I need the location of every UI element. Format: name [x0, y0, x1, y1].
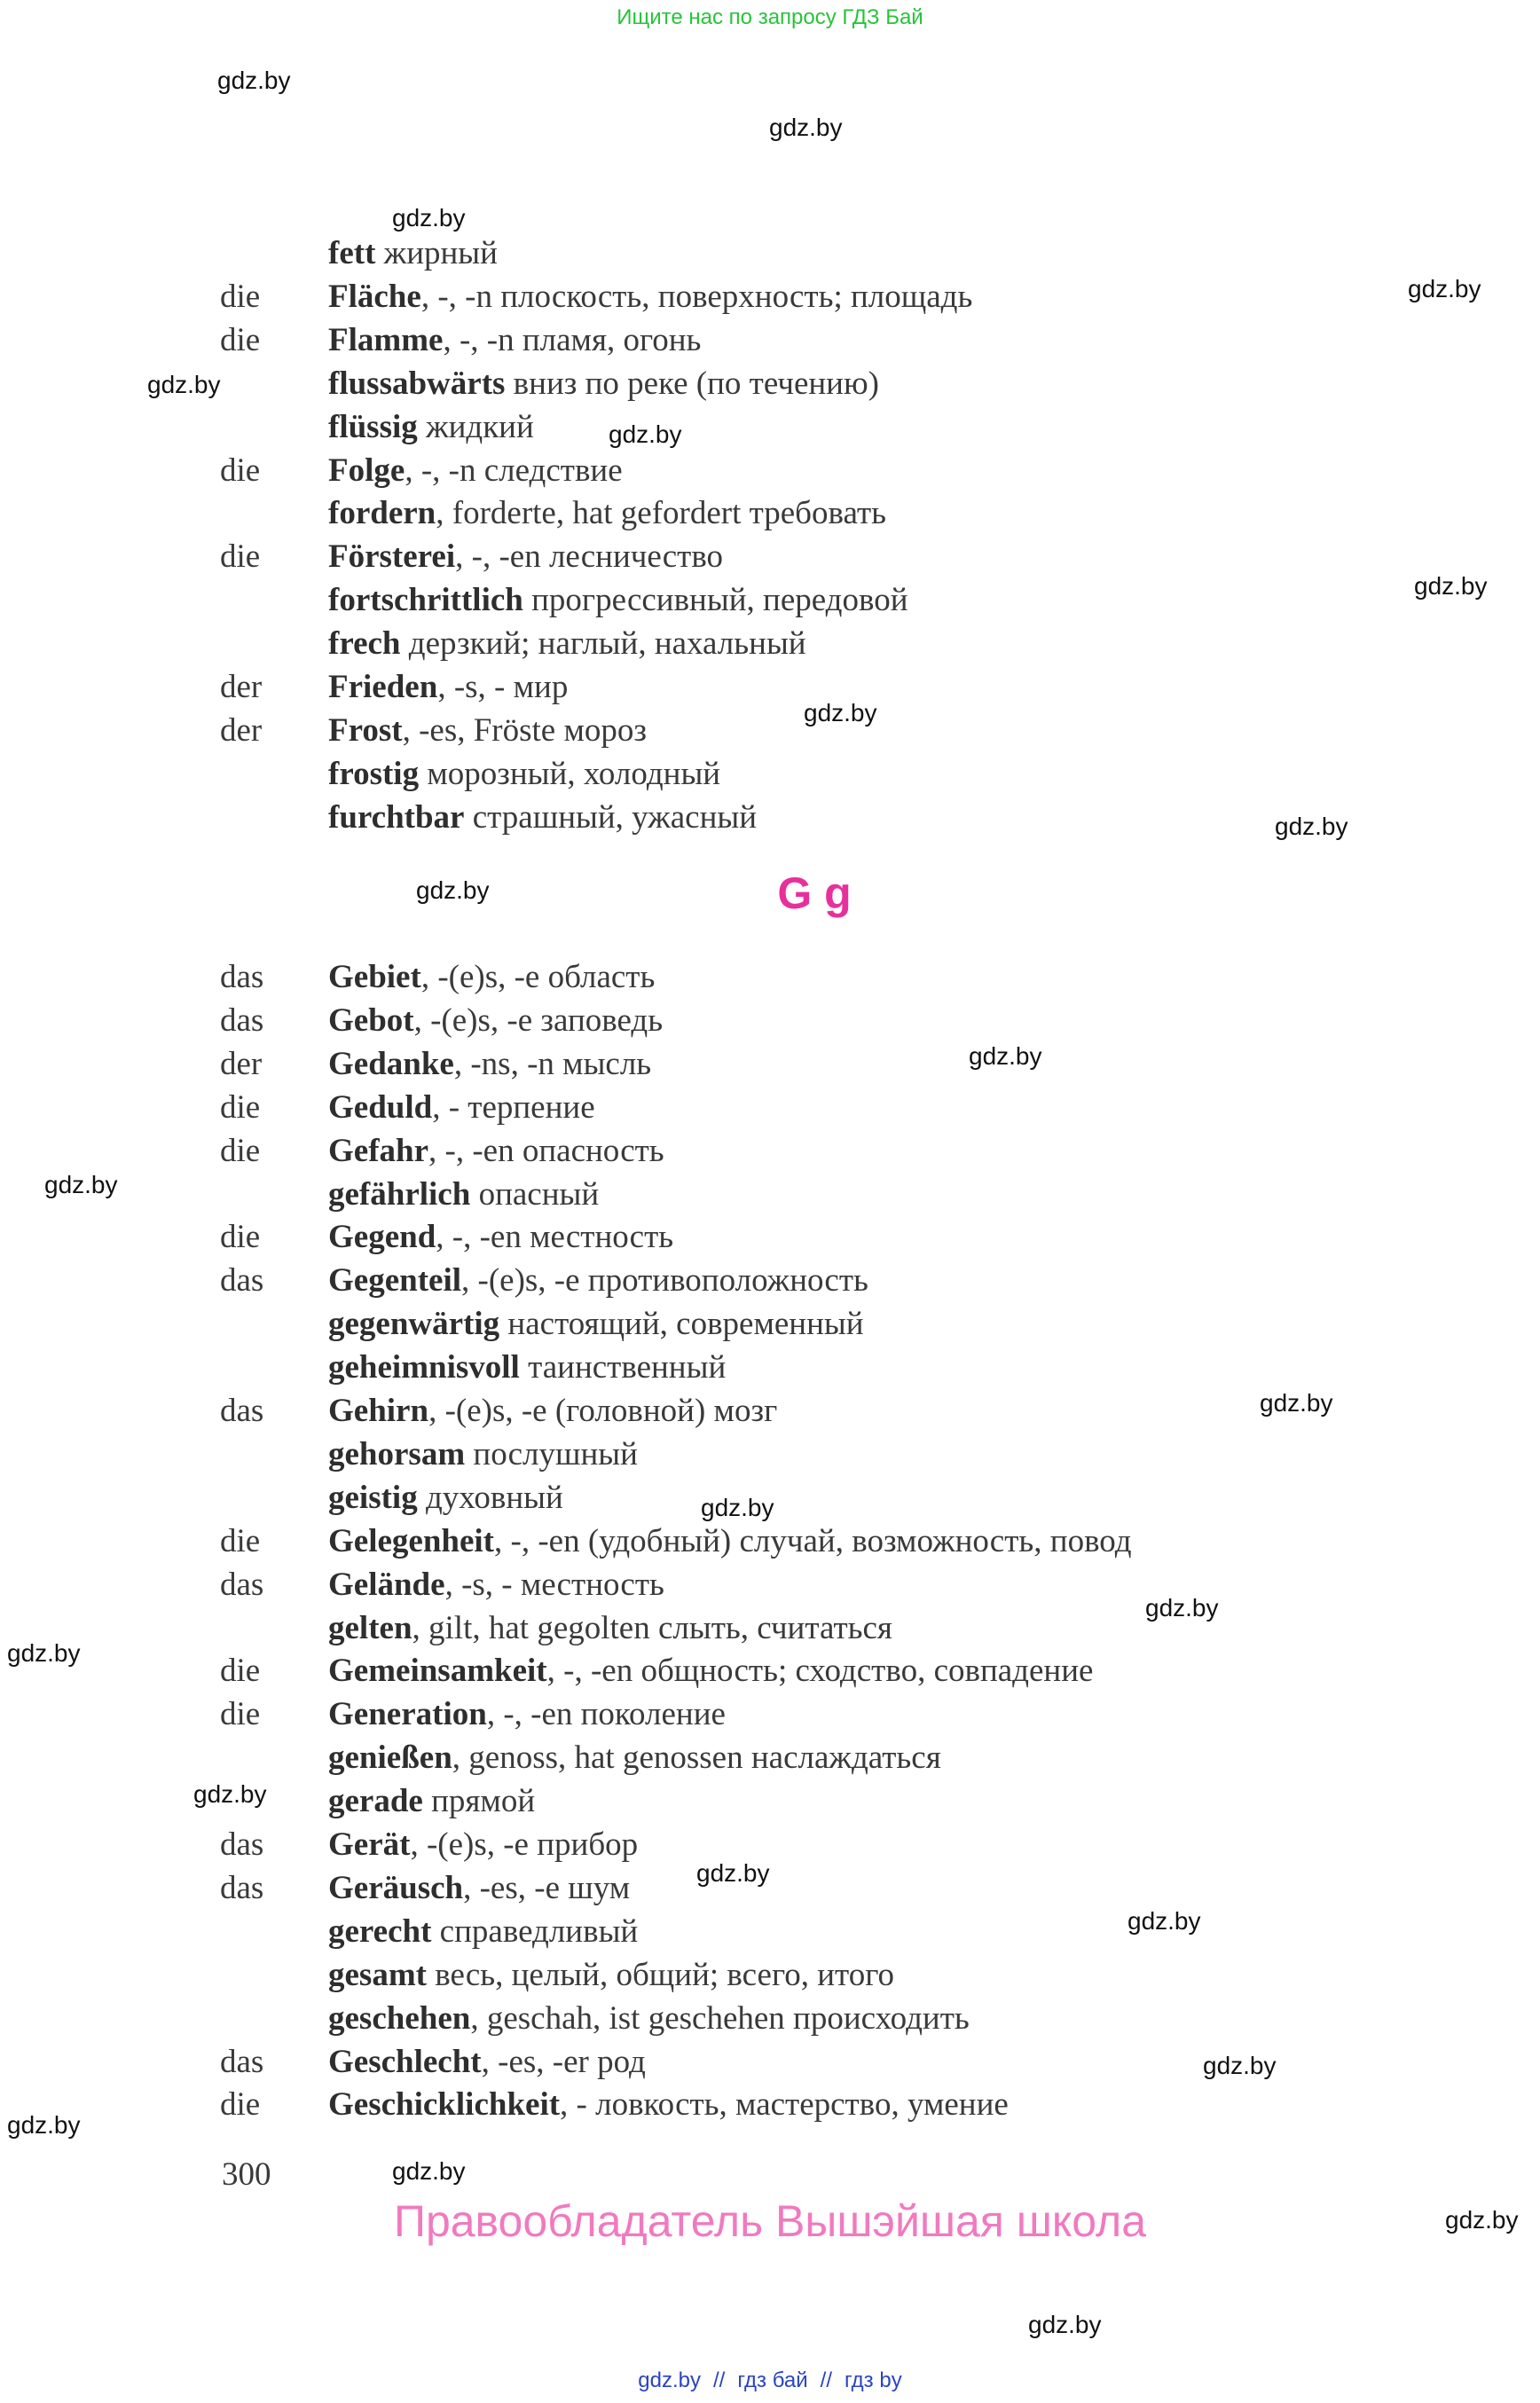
entry-definition [328, 1174, 599, 1216]
watermark: gdz.by [1275, 813, 1348, 840]
watermark: gdz.by [7, 2111, 81, 2139]
watermark: gdz.by [7, 1639, 81, 1667]
entry-article: das [220, 1870, 264, 1906]
entry-headword: geschehen [328, 2000, 471, 2037]
entry-translation: прямой [422, 1783, 536, 1819]
entry-translation: , -, -n плоскость, поверхность; площадь [420, 279, 973, 315]
entry-translation: дерзкий; наглый, нахальный [400, 625, 806, 662]
entry-definition [328, 710, 647, 752]
entry-article: das [220, 1262, 264, 1299]
entry-translation: , -es, -e шум [463, 1870, 631, 1906]
entry-definition [328, 2041, 646, 2084]
entry-definition [328, 623, 806, 665]
watermark: gdz.by [1408, 275, 1481, 302]
entry-headword: fortschrittlich [328, 582, 523, 618]
entry-translation: , -(e)s, -e прибор [410, 1826, 639, 1863]
entry-article: die [220, 1219, 261, 1255]
footer-separator: // [713, 2368, 726, 2392]
entry-definition [328, 956, 655, 999]
watermark: gdz.by [804, 699, 877, 726]
entry-article: die [220, 1653, 261, 1689]
entry-headword: Frieden [328, 669, 438, 705]
entry-definition [328, 1693, 726, 1736]
entry-translation: , -, -en опасность [428, 1133, 664, 1169]
entry-translation: , geschah, ist geschehen происходить [470, 2000, 970, 2037]
entry-headword: Gefahr [328, 1133, 429, 1169]
entry-definition [328, 1390, 777, 1433]
entry-definition [328, 1607, 892, 1650]
footer-link-gdz-bai[interactable]: гдз бай [737, 2368, 808, 2392]
entry-headword: gelten [328, 1610, 412, 1646]
entry-translation: , gilt, hat gegolten слыть, считаться [412, 1610, 892, 1646]
entry-headword: Geschicklichkeit [328, 2086, 561, 2123]
entry-headword: Gemeinsamkeit [328, 1653, 547, 1689]
entry-headword: Gebot [328, 1002, 414, 1039]
entry-definition [328, 1650, 1093, 1692]
entry-headword: Gehirn [328, 1393, 429, 1429]
entry-headword: Fläche [328, 279, 421, 315]
page-number: 300 [222, 2156, 271, 2193]
entry-headword: Gedanke [328, 1046, 454, 1082]
entry-definition [328, 1000, 663, 1042]
entry-headword: gefährlich [328, 1176, 471, 1213]
entry-definition [328, 1867, 630, 1910]
entry-headword: Frost [328, 712, 403, 749]
entry-article: das [220, 959, 264, 995]
entry-translation: опасный [470, 1176, 600, 1213]
entry-article: die [220, 538, 261, 575]
watermark: gdz.by [969, 1042, 1042, 1070]
entry-headword: Gelegenheit [328, 1523, 495, 1559]
entry-headword: fett [328, 235, 376, 271]
entry-translation: , -ns, -n мысль [453, 1046, 652, 1082]
entry-definition [328, 1260, 868, 1302]
entry-translation: послушный [465, 1436, 638, 1472]
entry-headword: Gerät [328, 1826, 411, 1863]
watermark: gdz.by [44, 1171, 118, 1198]
entry-article: die [220, 2086, 261, 2123]
entry-headword: Gegenteil [328, 1262, 462, 1299]
entry-article: das [220, 1567, 264, 1603]
entry-definition [328, 579, 908, 622]
entry-headword: gerade [328, 1783, 423, 1819]
entry-definition [328, 536, 723, 578]
entry-translation: прогрессивный, передовой [522, 582, 908, 618]
footer-link-gdz-by-ru[interactable]: гдз by [845, 2368, 902, 2392]
entry-headword: gerecht [328, 1913, 432, 1950]
entry-headword: genießen [328, 1739, 452, 1776]
entry-translation: , -, -en общность; сходство, совпадение [546, 1653, 1094, 1689]
watermark: gdz.by [1028, 2311, 1102, 2338]
entry-headword: gegenwärtig [328, 1306, 500, 1342]
entry-translation: , forderte, hat gefordert требовать [436, 495, 886, 531]
entry-definition [328, 1780, 535, 1823]
entry-definition [328, 1216, 673, 1259]
entry-article: der [220, 1046, 263, 1082]
entry-definition [328, 232, 498, 275]
entry-translation: , -, -en поколение [486, 1696, 726, 1732]
entry-article: das [220, 2044, 264, 2080]
entry-headword: Folge [328, 452, 405, 489]
footer-links [0, 2368, 1540, 2393]
entry-translation: справедливый [431, 1913, 639, 1950]
entry-definition [328, 1347, 726, 1389]
entry-headword: furchtbar [328, 799, 465, 836]
watermark: gdz.by [1203, 2052, 1277, 2079]
entry-translation: жирный [375, 235, 498, 271]
entry-article: die [220, 1089, 261, 1126]
entry-headword: Gebiet [328, 959, 421, 995]
copyright-notice: Правообладатель Вышэйшая школа [394, 2196, 1146, 2246]
entry-translation: морозный, холодный [419, 756, 721, 792]
entry-article: der [220, 669, 263, 705]
entry-headword: flussabwärts [328, 365, 506, 402]
entry-headword: Geräusch [328, 1870, 464, 1906]
entry-translation: , - ловкость, мастерство, умение [560, 2086, 1009, 2123]
entry-article: das [220, 1002, 264, 1039]
entry-definition [328, 753, 720, 796]
entry-definition [328, 797, 757, 839]
watermark: gdz.by [769, 114, 843, 141]
entry-definition [328, 1564, 664, 1606]
entry-headword: frostig [328, 756, 420, 792]
entry-translation: , genoss, hat genossen наслаждаться [452, 1739, 941, 1776]
entry-headword: Geduld [328, 1089, 433, 1126]
entry-translation: , -es, Fröste мороз [402, 712, 648, 749]
entry-headword: Gelände [328, 1567, 445, 1603]
entry-headword: Geschlecht [328, 2044, 482, 2080]
entry-definition [328, 319, 701, 362]
entry-translation: таинственный [519, 1349, 727, 1386]
watermark: gdz.by [1260, 1389, 1333, 1417]
watermark: gdz.by [193, 1780, 267, 1808]
entry-translation: страшный, ужасный [464, 799, 758, 836]
watermark: gdz.by [392, 204, 466, 232]
entry-definition [328, 1520, 1132, 1563]
watermark: gdz.by [696, 1859, 770, 1887]
watermark: gdz.by [701, 1494, 774, 1521]
entry-article: die [220, 322, 261, 358]
entry-article: die [220, 452, 261, 489]
entry-headword: geheimnisvoll [328, 1349, 520, 1386]
entry-translation: , -s, - местность [444, 1567, 664, 1603]
entry-translation: жидкий [417, 409, 534, 445]
entry-translation: , -(e)s, -e заповедь [413, 1002, 664, 1039]
entry-definition [328, 1911, 638, 1953]
entry-translation: , -(e)s, -e противоположность [461, 1262, 868, 1299]
entry-article: die [220, 1133, 261, 1169]
watermark: gdz.by [1145, 1594, 1219, 1622]
entry-definition [328, 1433, 638, 1476]
entry-headword: Generation [328, 1696, 487, 1732]
entry-article: das [220, 1826, 264, 1863]
watermark: gdz.by [1414, 572, 1488, 600]
watermark: gdz.by [416, 876, 490, 904]
entry-article: die [220, 279, 261, 315]
watermark: gdz.by [217, 67, 291, 94]
entry-headword: Flamme [328, 322, 444, 358]
entry-definition [328, 666, 568, 709]
entry-translation: , -, -en (удобный) случай, возможность, повод [494, 1523, 1132, 1559]
watermark: gdz.by [609, 420, 682, 448]
entry-headword: fordern [328, 495, 436, 531]
entry-definition [328, 1303, 864, 1346]
entry-definition [328, 1737, 941, 1779]
entry-definition [328, 1824, 638, 1866]
entry-definition [328, 1043, 651, 1086]
entry-headword: gesamt [328, 1957, 427, 1993]
entry-headword: Försterei [328, 538, 456, 575]
entry-headword: flüssig [328, 409, 418, 445]
entry-headword: frech [328, 625, 401, 662]
entry-definition [328, 492, 886, 535]
entry-definition [328, 1954, 894, 1997]
entry-translation: весь, целый, общий; всего, итого [426, 1957, 894, 1993]
entry-definition [328, 1130, 664, 1173]
entry-headword: gehorsam [328, 1436, 466, 1472]
entry-definition [328, 1087, 595, 1129]
entry-translation: , -es, -er род [481, 2044, 646, 2080]
entry-translation: , -(e)s, -e область [420, 959, 656, 995]
entry-article: das [220, 1393, 264, 1429]
entry-translation: настоящий, современный [499, 1306, 864, 1342]
entry-article: die [220, 1523, 261, 1559]
footer-link-gdz-by[interactable]: gdz.by [638, 2368, 701, 2392]
entry-definition [328, 276, 972, 318]
entry-translation: , - терпение [432, 1089, 595, 1126]
entry-translation: , -, -en лесничество [455, 538, 724, 575]
entry-headword: geistig [328, 1480, 418, 1516]
top-banner: Ищите нас по запросу ГДЗ Бай [617, 5, 923, 29]
entry-translation: , -, -n пламя, огонь [443, 322, 702, 358]
entry-definition [328, 1998, 970, 2040]
entry-translation: , -, -n следствие [405, 452, 623, 489]
entry-article: die [220, 1696, 261, 1732]
entry-translation: , -, -en местность [436, 1219, 674, 1255]
watermark: gdz.by [392, 2157, 466, 2185]
entry-translation: , -(e)s, -e (головной) мозг [428, 1393, 778, 1429]
entry-translation: вниз по реке (по течению) [505, 365, 879, 402]
footer-separator: // [820, 2368, 832, 2392]
watermark: gdz.by [1128, 1907, 1201, 1935]
watermark: gdz.by [1445, 2206, 1519, 2234]
entry-definition [328, 1477, 563, 1520]
watermark: gdz.by [147, 371, 221, 398]
entry-headword: Gegend [328, 1219, 436, 1255]
entry-translation: , -s, - мир [437, 669, 569, 705]
entry-translation: духовный [417, 1480, 563, 1516]
entry-definition [328, 406, 534, 449]
section-letter-heading: G g [777, 868, 852, 918]
entry-definition [328, 450, 623, 492]
entry-article: der [220, 712, 263, 749]
entry-definition [328, 2084, 1009, 2126]
entry-definition [328, 363, 879, 405]
